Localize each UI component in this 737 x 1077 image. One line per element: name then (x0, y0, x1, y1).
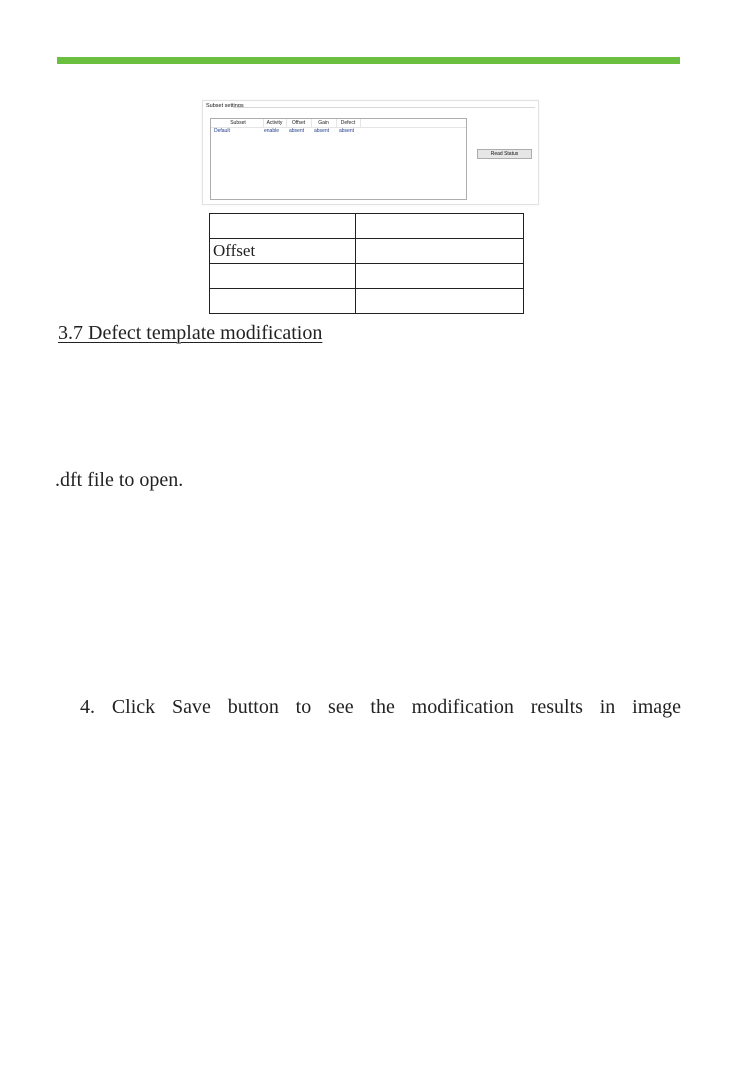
column-header-subset[interactable]: Subset (230, 120, 246, 126)
subset-defect: absent (339, 128, 355, 134)
section-heading: 3.7 Defect template modification (58, 322, 323, 344)
subset-gain: absent (314, 128, 330, 134)
table-row (210, 289, 524, 314)
table-cell (210, 214, 356, 239)
column-separator (360, 119, 361, 127)
body-text-step-4: 4. Click Save button to see the modification results in image (80, 696, 681, 718)
subset-list[interactable] (210, 118, 467, 200)
table-cell: Offset (210, 239, 356, 264)
table-cell (210, 289, 356, 314)
column-header-defect[interactable]: Defect (340, 120, 356, 126)
table-cell (356, 214, 524, 239)
table-cell (356, 264, 524, 289)
column-header-activity[interactable]: Activity (266, 120, 283, 126)
table-cell (356, 239, 524, 264)
table-row (210, 214, 524, 239)
body-text-dft: .dft file to open. (55, 469, 184, 491)
column-header-offset[interactable]: Offset (291, 120, 306, 126)
column-header-gain[interactable]: Gain (318, 120, 329, 126)
table-cell (210, 264, 356, 289)
subset-settings-title: Subset settings (206, 103, 244, 109)
table-row (210, 239, 524, 264)
group-divider (233, 107, 535, 108)
subset-offset: absent (289, 128, 305, 134)
table-row (210, 264, 524, 289)
subset-list-header (211, 119, 466, 128)
parameter-table (209, 213, 524, 314)
subset-name: Default (214, 128, 230, 134)
read-status-button[interactable]: Read Status (477, 149, 532, 159)
header-accent-bar (57, 57, 680, 64)
table-cell (356, 289, 524, 314)
subset-settings-panel (202, 100, 539, 205)
subset-activity: enable (264, 128, 280, 134)
